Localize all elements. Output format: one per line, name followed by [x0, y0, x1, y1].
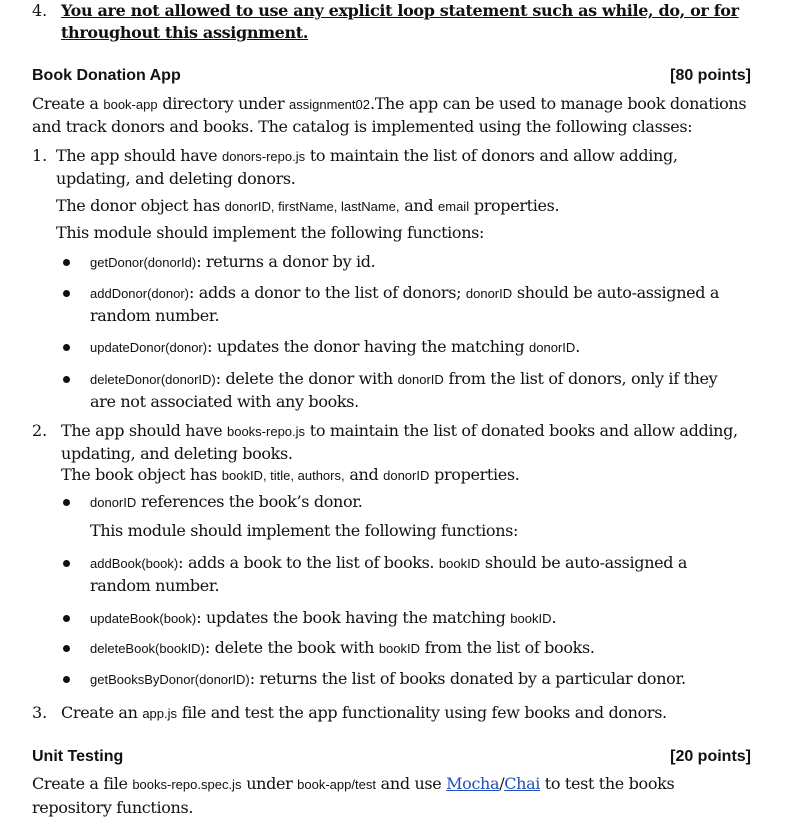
item-1-line-1: The app should have donors-repo.js to maintain the list of donors and allow adding, — [56, 146, 678, 165]
bullet-addBook-cont: random number. — [90, 576, 220, 595]
donor-module-intro: This module should implement the following functions: — [56, 223, 485, 242]
bullet-deleteBook: deleteBook(bookID): delete the book with bookID from the list of books. — [90, 638, 595, 657]
section-points-20: [20 points] — [670, 748, 751, 765]
code-assignment02: assignment02 — [289, 97, 370, 112]
intro-line-2: and track donors and books. The catalog is implemented using the following classes: — [32, 117, 693, 136]
code-app-js: app.js — [142, 706, 178, 721]
bullet-icon — [63, 376, 70, 383]
bullet-updateBook: updateBook(book): updates the book having the matching bookID. — [90, 608, 557, 627]
bullet-icon — [63, 259, 70, 266]
bullet-getDonor: getDonor(donorId): returns a donor by id. — [90, 252, 376, 271]
intro-line-1: Create a book-app directory under assignment02.The app can be used to manage book donations — [32, 94, 747, 113]
note-number: 4. — [32, 1, 48, 20]
bullet-getBooksByDonor: getBooksByDonor(donorID): returns the list of books donated by a particular donor. — [90, 669, 686, 688]
bullet-addDonor-cont: random number. — [90, 306, 220, 325]
bullet-updateDonor: updateDonor(donor): updates the donor having the matching donorID. — [90, 337, 580, 356]
mocha-link[interactable]: Mocha — [446, 774, 500, 793]
code-book-app: book-app — [103, 97, 158, 112]
bullet-icon — [63, 560, 70, 567]
bullet-addBook: addBook(book): adds a book to the list of books. bookID should be auto-assigned a — [90, 553, 688, 572]
bullet-icon — [63, 290, 70, 297]
item-2-line-2: updating, and deleting books. — [61, 444, 293, 463]
note-line-2: throughout this assignment. — [61, 23, 309, 42]
donor-object-desc: The donor object has donorID, firstName, lastName, and email properties. — [56, 196, 560, 215]
bullet-icon — [63, 676, 70, 683]
item-2-line-1: The app should have books-repo.js to maintain the list of donated books and allow adding, — [61, 421, 738, 440]
item-1-number: 1. — [32, 146, 48, 165]
bullet-deleteDonor: deleteDonor(donorID): delete the donor with donorID from the list of donors, only if they — [90, 369, 718, 388]
note-line-1: You are not allowed to use any explicit loop statement such as while, do, or for — [61, 1, 739, 20]
chai-link[interactable]: Chai — [504, 774, 541, 793]
bullet-icon — [63, 344, 70, 351]
unit-testing-line-1: Create a file books-repo.spec.js under book-app/test and use Mocha/Chai to test the books — [32, 774, 675, 793]
bullet-addDonor: addDonor(donor): adds a donor to the list of donors; donorID should be auto-assigned a — [90, 283, 720, 302]
code-books-repo: books-repo.js — [226, 424, 306, 439]
section-title-book-donation: Book Donation App — [32, 67, 181, 84]
book-module-intro: This module should implement the following functions: — [90, 521, 519, 540]
bullet-icon — [63, 499, 70, 506]
item-2-number: 2. — [32, 421, 48, 440]
bullet-deleteDonor-cont: are not associated with any books. — [90, 392, 359, 411]
bullet-icon — [63, 645, 70, 652]
unit-testing-line-2: repository functions. — [32, 798, 194, 817]
code-donors-repo: donors-repo.js — [221, 149, 306, 164]
section-title-unit-testing: Unit Testing — [32, 748, 124, 765]
bullet-icon — [63, 615, 70, 622]
item-3-number: 3. — [32, 703, 48, 722]
item-1-line-2: updating, and deleting donors. — [56, 169, 296, 188]
book-object-desc: The book object has bookID, title, authors, and donorID properties. — [61, 465, 520, 484]
section-points-80: [80 points] — [670, 67, 751, 84]
item-3-line-1: Create an app.js file and test the app functionality using few books and donors. — [61, 703, 667, 722]
bullet-donorID-ref: donorID references the book’s donor. — [90, 492, 363, 511]
